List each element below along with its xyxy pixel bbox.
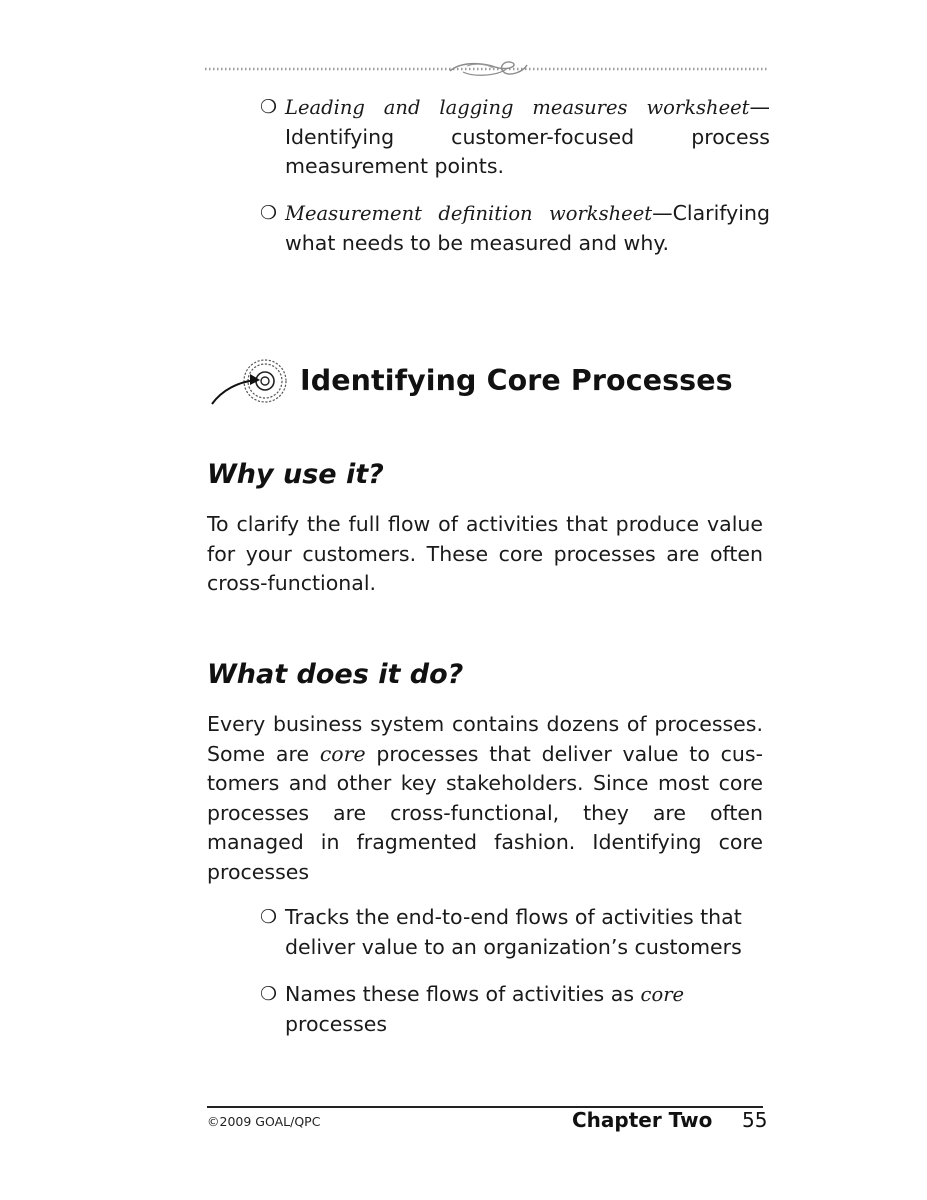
- section-title: Identifying Core Processes: [300, 364, 733, 397]
- subheading-why: Why use it?: [207, 459, 384, 490]
- section-heading: [206, 352, 766, 412]
- paragraph-text: Every business system contains dozens of processes. Some are: [207, 712, 763, 766]
- emphasis-text: core: [640, 983, 685, 1006]
- list-item: [260, 980, 770, 1039]
- bullet-text: processes: [285, 1011, 388, 1036]
- paragraph-text: processes that deliver value to customers and other key stakeholders. Since most core processes are cross-functional, they are often managed in fragmented fashion. Identifying core processes: [207, 741, 763, 884]
- page-number: 55: [742, 1108, 768, 1132]
- bullet-text: Tracks the end-to-end flows of activities that deliver value to an organization’s customers: [285, 905, 742, 959]
- why-paragraph: To clarify the full flow of activities that produce value for your customers. These core processes are often cross-functional.: [207, 512, 763, 595]
- circle-bullet-icon: ❍: [260, 906, 278, 928]
- subheading-what: What does it do?: [207, 659, 464, 690]
- worksheet-name: Measurement definition worksheet: [285, 202, 653, 225]
- circle-bullet-icon: ❍: [260, 96, 278, 118]
- list-item: [260, 903, 770, 962]
- bullet-text: —Clarifying what needs to be measured and why.: [285, 201, 770, 255]
- list-item: [260, 93, 770, 182]
- worksheet-name: Leading and lagging measures worksheet: [285, 96, 750, 119]
- what-paragraph: [207, 710, 763, 887]
- bullet-text: Names these flows of activities as: [285, 982, 641, 1006]
- flourish-divider-icon: [205, 58, 768, 80]
- emphasis-text: core: [319, 741, 366, 766]
- chapter-label: Chapter Two: [572, 1108, 713, 1132]
- circle-bullet-icon: ❍: [260, 983, 278, 1005]
- list-item: [260, 199, 770, 258]
- circle-bullet-icon: ❍: [260, 202, 278, 224]
- bullet-text: —Identifying customer-focused process measurement points.: [285, 95, 770, 178]
- copyright-text: ©2009 GOAL/QPC: [207, 1114, 321, 1129]
- gear-arrow-icon: [206, 352, 296, 412]
